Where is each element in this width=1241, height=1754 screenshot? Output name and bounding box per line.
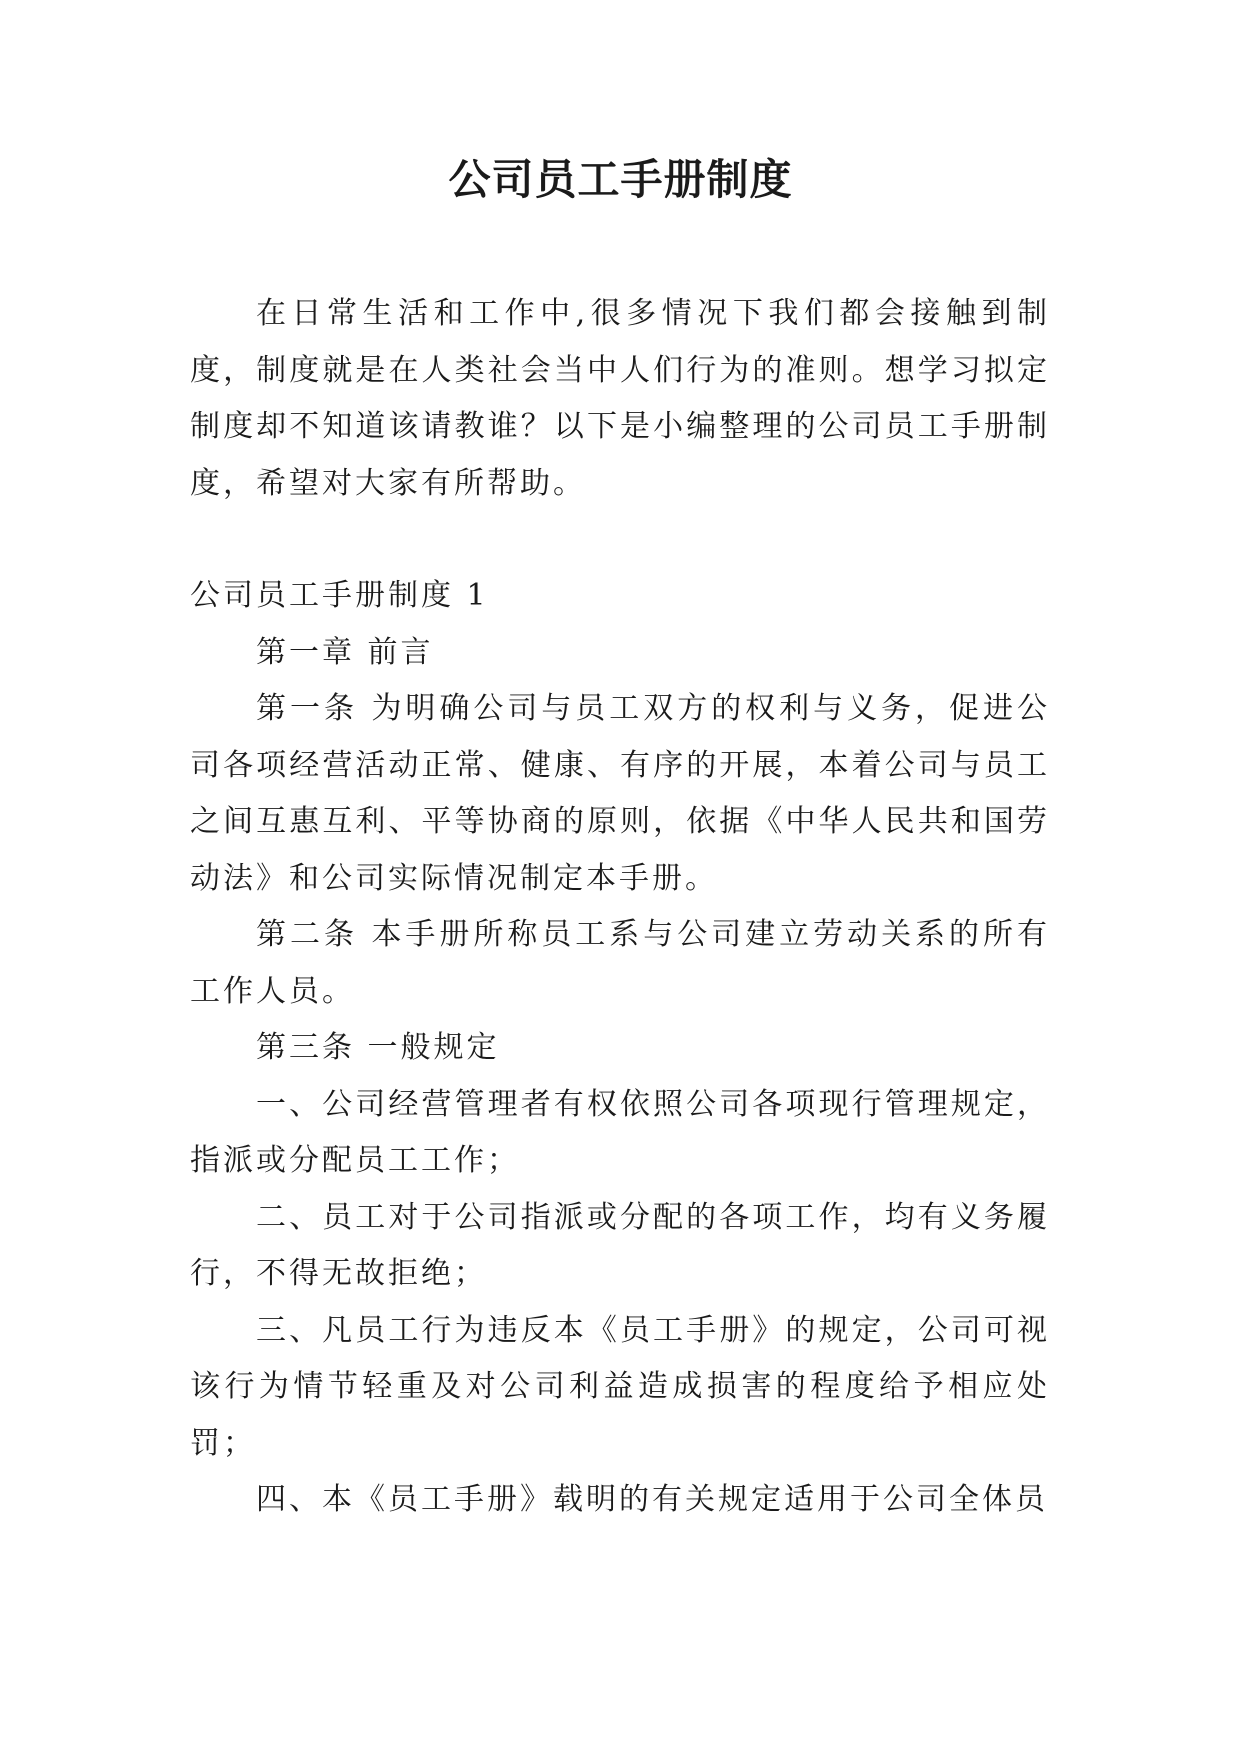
- section-heading: 公司员工手册制度 1: [190, 578, 489, 613]
- article-3: 第三条 一般规定: [256, 1030, 500, 1065]
- article-2: 第二条 本手册所称员工系与公司建立劳动关系的所有工作人员。: [190, 917, 1050, 1009]
- rule-1: 一、公司经营管理者有权依照公司各项现行管理规定，指派或分配员工工作；: [190, 1086, 1050, 1178]
- rule-2: 二、员工对于公司指派或分配的各项工作，均有义务履行，不得无故拒绝；: [190, 1199, 1050, 1291]
- rule-4: 四、本《员工手册》载明的有关规定适用于公司全体员: [256, 1482, 1048, 1517]
- rule-3: 三、凡员工行为违反本《员工手册》的规定，公司可视该行为情节轻重及对公司利益造成损害的程度给予相应处罚；: [190, 1312, 1050, 1461]
- document-body: [190, 286, 1050, 1529]
- document-title: 公司员工手册制度: [448, 155, 793, 204]
- article-1: 第一条 为明确公司与员工双方的权利与义务，促进公司各项经营活动正常、健康、有序的开展，本着公司与员工之间互惠互利、平等协商的原则，依据《中华人民共和国劳动法》和公司实际情况制定本手册。: [190, 691, 1050, 896]
- chapter-heading: 第一章 前言: [256, 634, 434, 670]
- intro-paragraph: 在日常生活和工作中,很多情况下我们都会接触到制度，制度就是在人类社会当中人们行为的准则。想学习拟定制度却不知道该请教谁？以下是小编整理的公司员工手册制度，希望对大家有所帮助。: [190, 296, 1050, 501]
